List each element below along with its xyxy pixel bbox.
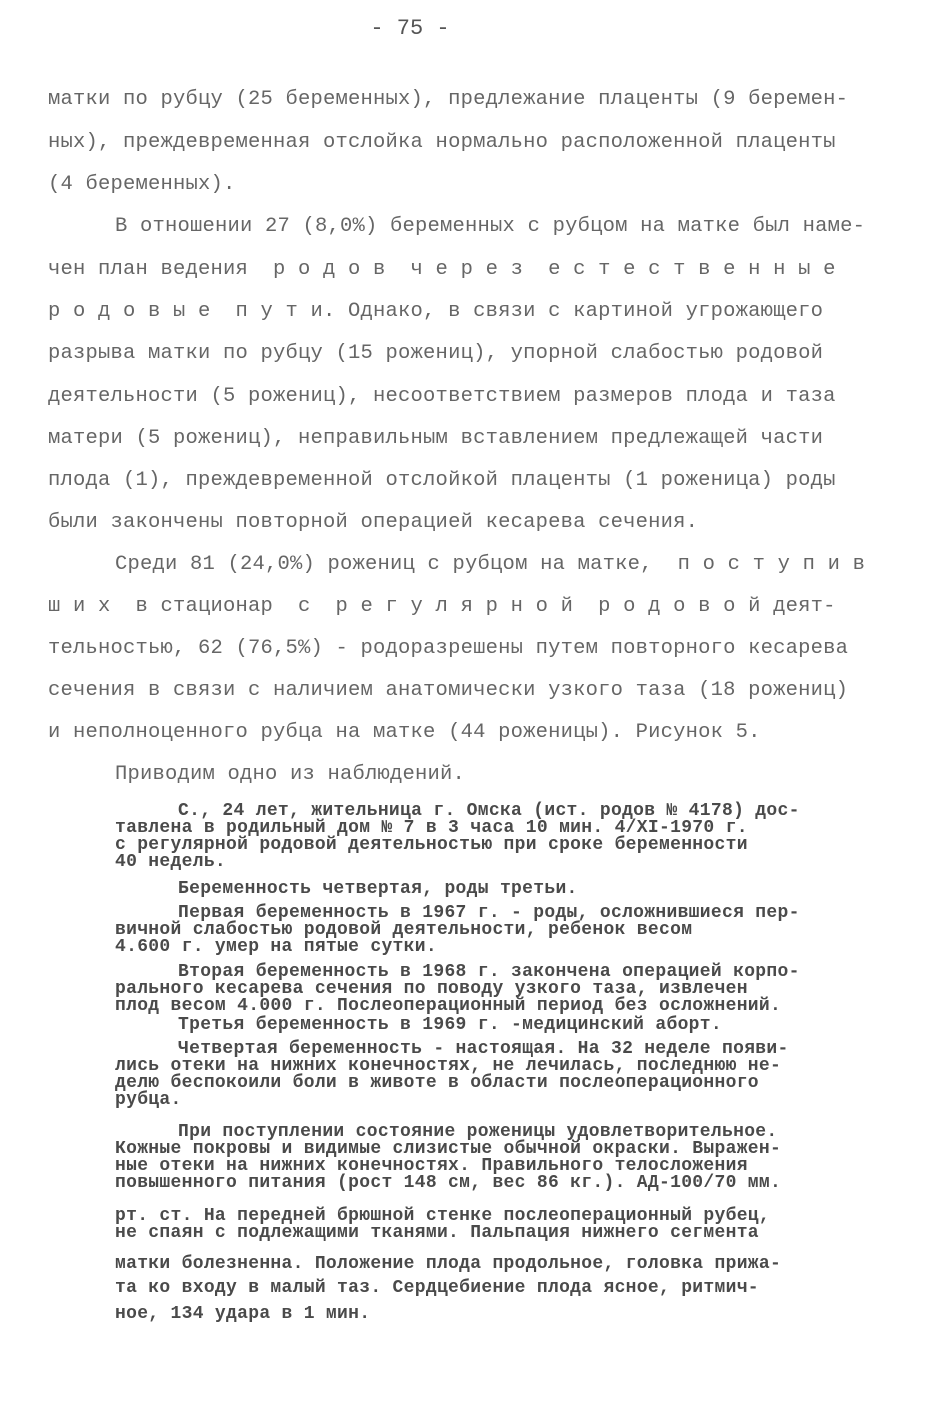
text-line: деятельности (5 рожениц), несоответствием размеров плода и таза <box>48 385 836 408</box>
case-line: Кожные покровы и видимые слизистые обычной окраски. Выражен- <box>115 1139 782 1159</box>
text-line: ш и х в стационар с р е г у л я р н о й р о д о в о й деят- <box>48 595 836 618</box>
text-line: Среди 81 (24,0%) рожениц с рубцом на матке, п о с т у п и в <box>115 553 866 576</box>
case-line: рт. ст. На передней брюшной стенке послеоперационный рубец, <box>115 1206 771 1226</box>
text-line: чен план ведения р о д о в ч е р е з е с т е с т в е н н ы е <box>48 258 836 281</box>
case-line: с регулярной родовой деятельностью при сроке беременности <box>115 835 748 855</box>
case-line: Третья беременность в 1969 г. -медицинский аборт. <box>178 1015 722 1035</box>
case-line: вичной слабостью родовой деятельности, ребенок весом <box>115 920 693 940</box>
text-line: тельностью, 62 (76,5%) - родоразрешены путем повторного кесарева <box>48 637 849 660</box>
case-line: Четвертая беременность - настоящая. На 32 неделе появи- <box>178 1039 789 1059</box>
text-line: сечения в связи с наличием анатомически узкого таза (18 рожениц) <box>48 679 849 702</box>
case-line: делю беспокоили боли в животе в области послеоперационного <box>115 1073 759 1093</box>
case-line: матки болезненна. Положение плода продольное, головка прижа- <box>115 1254 782 1274</box>
text-line: матери (5 рожениц), неправильным вставлением предлежащей части <box>48 427 824 450</box>
case-line: 4.600 г. умер на пятые сутки. <box>115 937 437 957</box>
case-line: ные отеки на нижних конечностях. Правильного телосложения <box>115 1156 748 1176</box>
case-line: 40 недель. <box>115 852 227 872</box>
case-line: ное, 134 удара в 1 мин. <box>115 1304 371 1324</box>
text-line: и неполноценного рубца на матке (44 роженицы). Рисунок 5. <box>48 721 761 744</box>
text-line: Приводим одно из наблюдений. <box>115 763 466 786</box>
case-line: лись отеки на нижних конечностях, не лечилась, последнюю не- <box>115 1056 782 1076</box>
text-line: (4 беременных). <box>48 173 236 196</box>
text-line: были закончены повторной операцией кесарева сечения. <box>48 511 699 534</box>
text-line: р о д о в ы е п у т и. Однако, в связи с картиной угрожающего <box>48 300 824 323</box>
case-line: повышенного питания (рост 148 см, вес 86 кг.). АД-100/70 мм. <box>115 1173 782 1193</box>
case-line: Вторая беременность в 1968 г. закончена операцией корпо- <box>178 962 800 982</box>
page-number: - 75 - <box>370 16 450 41</box>
text-line: разрыва матки по рубцу (15 рожениц), упорной слабостью родовой <box>48 342 824 365</box>
case-line: Первая беременность в 1967 г. - роды, осложнившиеся пер- <box>178 903 800 923</box>
case-line: рубца. <box>115 1090 182 1110</box>
text-line: плода (1), преждевременной отслойкой плаценты (1 роженица) роды <box>48 469 836 492</box>
case-line: не спаян с подлежащими тканями. Пальпация нижнего сегмента <box>115 1223 759 1243</box>
text-line: матки по рубцу (25 беременных), предлежание плаценты (9 беремен- <box>48 88 849 111</box>
case-line: плод весом 4.000 г. Послеоперационный период без осложнений. <box>115 996 782 1016</box>
case-line: С., 24 лет, жительница г. Омска (ист. родов № 4178) дос- <box>178 801 800 821</box>
case-line: рального кесарева сечения по поводу узкого таза, извлечен <box>115 979 748 999</box>
case-line: Беременность четвертая, роды третьи. <box>178 879 578 899</box>
case-line: та ко входу в малый таз. Сердцебиение плода ясное, ритмич- <box>115 1278 759 1298</box>
text-line: ных), преждевременная отслойка нормально расположенной плаценты <box>48 131 836 154</box>
text-line: В отношении 27 (8,0%) беременных с рубцом на матке был наме- <box>115 215 866 238</box>
case-line: тавлена в родильный дом № 7 в 3 часа 10 мин. 4/XI-1970 г. <box>115 818 748 838</box>
case-line: При поступлении состояние роженицы удовлетворительное. <box>178 1122 778 1142</box>
